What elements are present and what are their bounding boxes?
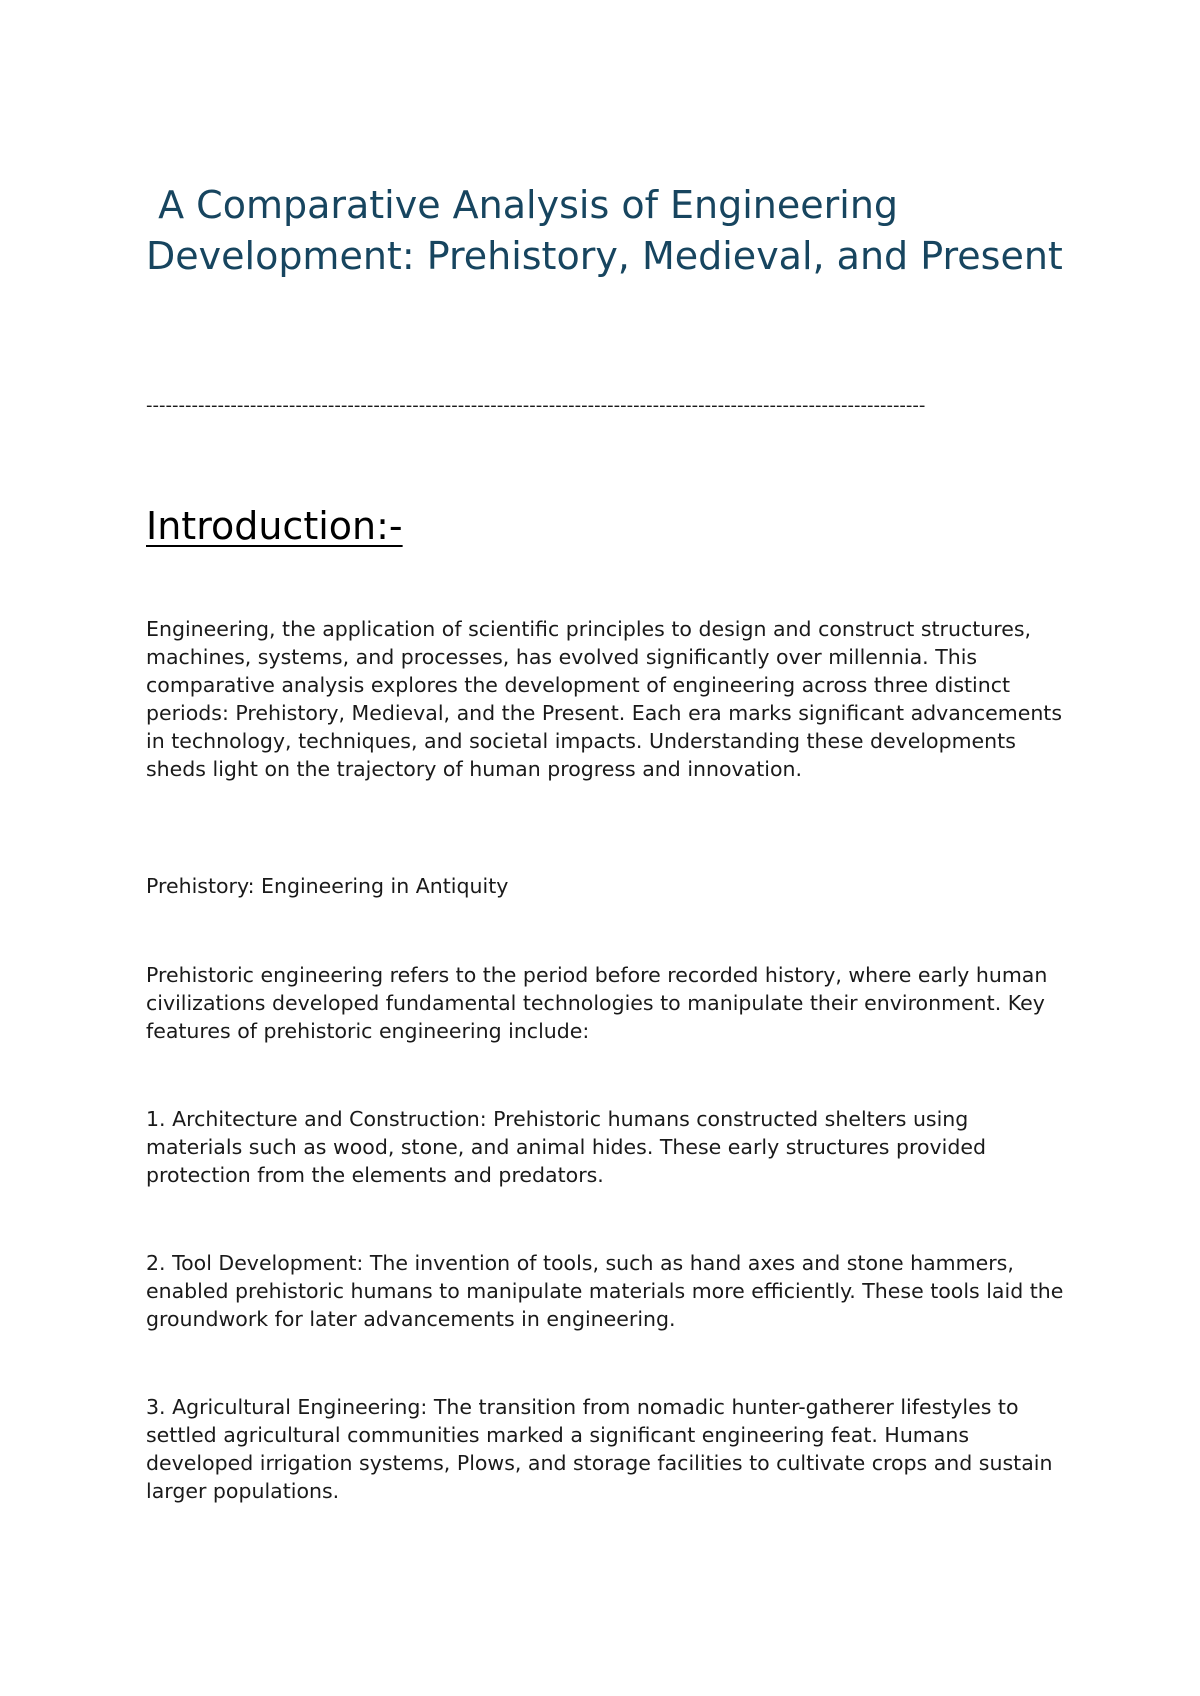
document-title: A Comparative Analysis of Engineering Development: Prehistory, Medieval, and Present [146,183,1063,278]
prehistory-paragraph: Prehistoric engineering refers to the period before recorded history, where early human civilizations developed fundamental technologies to manipulate their environment. Key features of prehistoric engineering include: [146,963,1048,1043]
list-item-tool-development: 2. Tool Development: The invention of tools, such as hand axes and stone hammers, enabled prehistoric humans to manipulate materials more efficiently. These tools laid the groundwork for later advancements in engineering. [146,1251,1064,1331]
dashed-separator: ------------------------------------------------------------------------------------------------------------------------ [146,395,926,416]
introduction-paragraph: Engineering, the application of scientific principles to design and construct structures, machines, systems, and processes, has evolved significantly over millennia. This comparative analysis explores the development of engineering across three distinct periods: Prehistory, Medieval, and the Present. Each era marks significant advancements in technology, techniques, and societal impacts. Understanding these developments sheds light on the trajectory of human progress and innovation. [146,617,1063,781]
introduction-heading: Introduction:- [146,504,403,548]
list-item-agricultural-engineering: 3. Agricultural Engineering: The transition from nomadic hunter-gatherer lifestyles to settled agricultural communities marked a significant engineering feat. Humans developed irrigation systems, Plows, and storage facilities to cultivate crops and sustain larger populations. [146,1395,1053,1503]
list-item-architecture: 1. Architecture and Construction: Prehistoric humans constructed shelters using materials such as wood, stone, and animal hides. These early structures provided protection from the elements and predators. [146,1107,986,1187]
prehistory-subheading: Prehistory: Engineering in Antiquity [146,874,509,898]
